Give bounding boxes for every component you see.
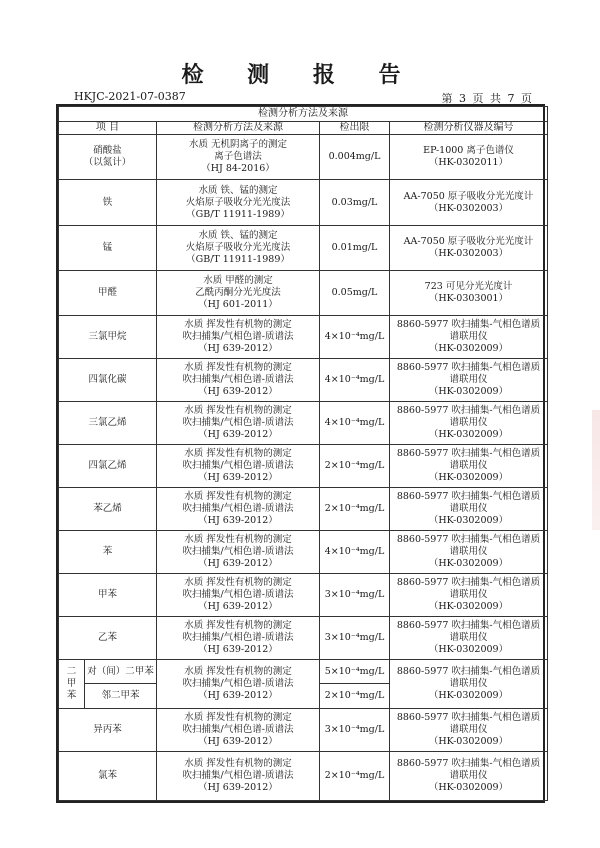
- item-cell: 硝酸盐 （以氮计）: [59, 135, 157, 180]
- xylene-sub-item: 对（间）二甲苯: [85, 660, 157, 684]
- method-cell: 水质 铁、锰的测定 火焰原子吸收分光光度法 （GB/T 11911-1989）: [157, 180, 320, 225]
- seal-edge: [592, 410, 600, 530]
- table-row: [59, 135, 548, 180]
- report-title: 检 测 报 告: [181, 62, 419, 88]
- table-caption-row: [59, 107, 548, 122]
- header-limit: 检出限: [320, 121, 390, 135]
- table-row: [59, 270, 548, 315]
- table-header-row: [59, 121, 548, 135]
- limit-cell: 2×10⁻⁴mg/L: [320, 684, 390, 708]
- limit-cell: 0.01mg/L: [320, 225, 390, 270]
- limit-cell: 4×10⁻⁴mg/L: [320, 401, 390, 444]
- method-cell: 水质 挥发性有机物的测定 吹扫捕集/气相色谱-质谱法 （HJ 639-2012）: [157, 660, 320, 708]
- table-row: [59, 445, 548, 488]
- xylene-group-label: 二 甲 苯: [59, 660, 85, 708]
- method-cell: 水质 挥发性有机物的测定 吹扫捕集/气相色谱-质谱法 （HJ 639-2012）: [157, 445, 320, 488]
- instrument-cell: 8860-5977 吹扫捕集-气相色谱质 谱联用仪 （HK-0302009）: [390, 660, 548, 708]
- table-row: [59, 315, 548, 358]
- method-cell: 水质 挥发性有机物的测定 吹扫捕集/气相色谱-质谱法 （HJ 639-2012）: [157, 708, 320, 751]
- report-number: HKJC-2021-07-0387: [74, 90, 186, 103]
- item-cell: 铁: [59, 180, 157, 225]
- method-cell: 水质 挥发性有机物的测定 吹扫捕集/气相色谱-质谱法 （HJ 639-2012）: [157, 751, 320, 800]
- limit-cell: 2×10⁻⁴mg/L: [320, 445, 390, 488]
- table-row: [59, 751, 548, 800]
- limit-cell: 3×10⁻⁴mg/L: [320, 617, 390, 660]
- table-row: [59, 180, 548, 225]
- table-row: [59, 358, 548, 401]
- item-cell: 甲醛: [59, 270, 157, 315]
- item-cell: 苯: [59, 531, 157, 574]
- limit-cell: 0.05mg/L: [320, 270, 390, 315]
- table-row: [59, 401, 548, 444]
- table-row: [59, 617, 548, 660]
- item-cell: 甲苯: [59, 574, 157, 617]
- method-table: [56, 104, 545, 803]
- item-cell: 异丙苯: [59, 708, 157, 751]
- limit-cell: 4×10⁻⁴mg/L: [320, 358, 390, 401]
- instrument-cell: 8860-5977 吹扫捕集-气相色谱质 谱联用仪 （HK-0302009）: [390, 401, 548, 444]
- method-cell: 水质 挥发性有机物的测定 吹扫捕集/气相色谱-质谱法 （HJ 639-2012）: [157, 488, 320, 531]
- instrument-cell: 723 可见分光光度计 （HK-0303001）: [390, 270, 548, 315]
- method-cell: 水质 挥发性有机物的测定 吹扫捕集/气相色谱-质谱法 （HJ 639-2012）: [157, 401, 320, 444]
- item-cell: 苯乙烯: [59, 488, 157, 531]
- instrument-cell: 8860-5977 吹扫捕集-气相色谱质 谱联用仪 （HK-0302009）: [390, 531, 548, 574]
- limit-cell: 2×10⁻⁴mg/L: [320, 751, 390, 800]
- method-cell: 水质 挥发性有机物的测定 吹扫捕集/气相色谱-质谱法 （HJ 639-2012）: [157, 315, 320, 358]
- table-row: [59, 488, 548, 531]
- instrument-cell: 8860-5977 吹扫捕集-气相色谱质 谱联用仪 （HK-0302009）: [390, 488, 548, 531]
- instrument-cell: 8860-5977 吹扫捕集-气相色谱质 谱联用仪 （HK-0302009）: [390, 315, 548, 358]
- limit-cell: 3×10⁻⁴mg/L: [320, 574, 390, 617]
- header-item: 项 目: [59, 121, 157, 135]
- method-cell: 水质 挥发性有机物的测定 吹扫捕集/气相色谱-质谱法 （HJ 639-2012）: [157, 531, 320, 574]
- limit-cell: 2×10⁻⁴mg/L: [320, 488, 390, 531]
- table-row: [59, 708, 548, 751]
- page-info: 第 3 页 共 7 页: [441, 92, 532, 105]
- limit-cell: 3×10⁻⁴mg/L: [320, 708, 390, 751]
- method-cell: 水质 挥发性有机物的测定 吹扫捕集/气相色谱-质谱法 （HJ 639-2012）: [157, 574, 320, 617]
- table-row: [59, 531, 548, 574]
- instrument-cell: 8860-5977 吹扫捕集-气相色谱质 谱联用仪 （HK-0302009）: [390, 358, 548, 401]
- table-caption: 检测分析方法及来源: [59, 107, 548, 122]
- instrument-cell: AA-7050 原子吸收分光光度计 （HK-0302003）: [390, 180, 548, 225]
- header-instrument: 检测分析仪器及编号: [390, 121, 548, 135]
- limit-cell: 4×10⁻⁴mg/L: [320, 315, 390, 358]
- item-cell: 三氯乙烯: [59, 401, 157, 444]
- instrument-cell: 8860-5977 吹扫捕集-气相色谱质 谱联用仪 （HK-0302009）: [390, 708, 548, 751]
- table-row: [59, 225, 548, 270]
- item-cell: 四氯化碳: [59, 358, 157, 401]
- limit-cell: 4×10⁻⁴mg/L: [320, 531, 390, 574]
- item-cell: 氯苯: [59, 751, 157, 800]
- instrument-cell: 8860-5977 吹扫捕集-气相色谱质 谱联用仪 （HK-0302009）: [390, 617, 548, 660]
- table-row: [59, 574, 548, 617]
- method-cell: 水质 无机阴离子的测定 离子色谱法 （HJ 84-2016）: [157, 135, 320, 180]
- xylene-sub-item: 邻二甲苯: [85, 684, 157, 708]
- header-method: 检测分析方法及来源: [157, 121, 320, 135]
- limit-cell: 0.004mg/L: [320, 135, 390, 180]
- method-cell: 水质 铁、锰的测定 火焰原子吸收分光光度法 （GB/T 11911-1989）: [157, 225, 320, 270]
- method-cell: 水质 挥发性有机物的测定 吹扫捕集/气相色谱-质谱法 （HJ 639-2012）: [157, 358, 320, 401]
- instrument-cell: 8860-5977 吹扫捕集-气相色谱质 谱联用仪 （HK-0302009）: [390, 751, 548, 800]
- item-cell: 锰: [59, 225, 157, 270]
- instrument-cell: 8860-5977 吹扫捕集-气相色谱质 谱联用仪 （HK-0302009）: [390, 574, 548, 617]
- limit-cell: 5×10⁻⁴mg/L: [320, 660, 390, 684]
- table-row-xylene-1: [59, 660, 548, 684]
- item-cell: 乙苯: [59, 617, 157, 660]
- instrument-cell: AA-7050 原子吸收分光光度计 （HK-0302003）: [390, 225, 548, 270]
- method-cell: 水质 挥发性有机物的测定 吹扫捕集/气相色谱-质谱法 （HJ 639-2012）: [157, 617, 320, 660]
- limit-cell: 0.03mg/L: [320, 180, 390, 225]
- instrument-cell: 8860-5977 吹扫捕集-气相色谱质 谱联用仪 （HK-0302009）: [390, 445, 548, 488]
- instrument-cell: EP-1000 离子色谱仪 （HK-0302011）: [390, 135, 548, 180]
- item-cell: 四氯乙烯: [59, 445, 157, 488]
- method-cell: 水质 甲醛的测定 乙酰丙酮分光光度法 （HJ 601-2011）: [157, 270, 320, 315]
- item-cell: 三氯甲烷: [59, 315, 157, 358]
